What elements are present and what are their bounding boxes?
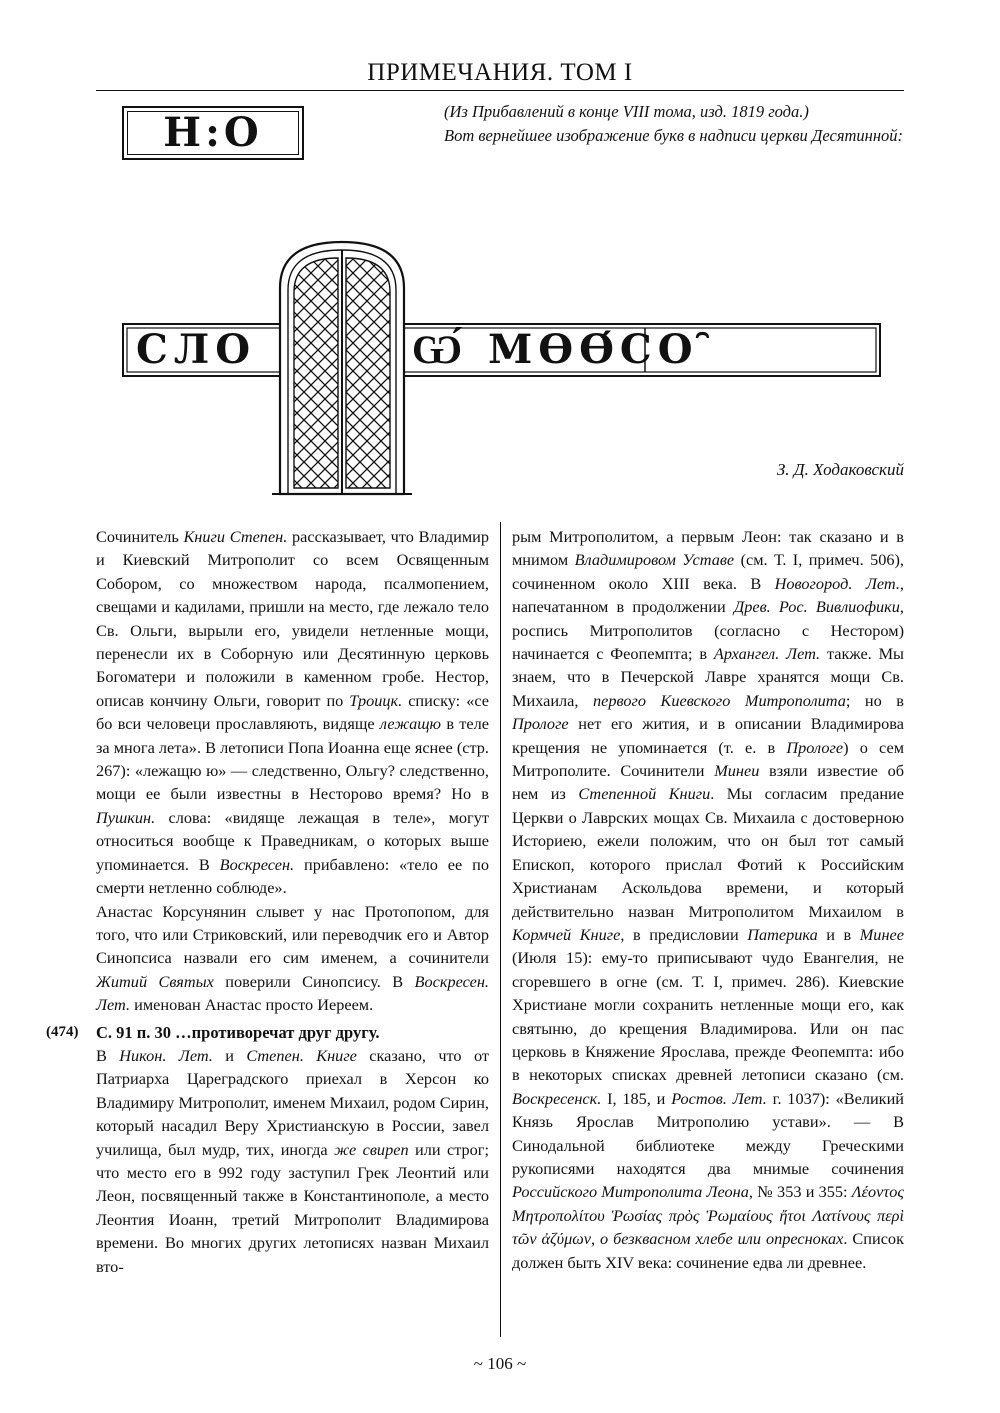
page-number: ~ 106 ~: [473, 1354, 527, 1373]
inscription-right-letters: Ѡ́ МѲѲ́СО ̑: [412, 326, 719, 373]
inscription-glyph-text: Н:О: [127, 111, 299, 155]
left-column: [46, 525, 490, 1278]
page-title: ПРИМЕЧАНИЯ. ТОМ I: [367, 59, 633, 86]
note-heading: [46, 1021, 489, 1044]
paragraph-metropolitans-list: рым Митрополитом, а первым Леон: так сказано и в мнимом Владимировом Уставе (см. Т. I, примеч. 506), сочиненном около XIII века. В Новогород. Лет., напечатанном в продолжении Древ. Рос. Вивлиофики, роспись Митрополитов (согласно с Нестором) начинается с Феопемпта; в Архангел. Лет. также. Мы знаем, что в Печерской Лавре хранятся мощи Св. Михаила, первого Киевского Митрополита; но в Прологе нет его жития, и в описании Владимирова крещения не упоминается (т. е. в Прологе) о сем Митрополите. Сочинители Минеи взяли известие об нем из Степенной Книги. Мы согласим предание Церкви о Лаврских мощах Св. Михаила с достоверною Историею, ежели положим, что он был тот самый Епископ, которого прислал Фотий к Российским Христианам Аскольдова времени, и который действительно назван Митрополитом Михаилом в Кормчей Книге, в предисловии Патерика и в Минее (Июля 15): ему-то приписывают чудо Евангелия, не сгоревшего в огне (см. Т. I, примеч. 286). Киевские Христиане могли сохранить нетленные мощи его, как святыню, до крещения Владимирова. Или он пас церковь в Княжение Ярослава, прежде Феопемпта: ибо в некоторых списках древней летописи сказано (см. Воскресенск. I, 185, и Ростов. Лет. г. 1037): «Великий Князь Ярослав Митрополию устави». — В Синодальной библиотеке между Греческими рукописями находятся два мнимые сочинения Российского Митрополита Леона, № 353 и 355: Λέοντος Μητροπολίτου Ῥωσίας πρὸς Ῥωμαίους ἤτοι Λατίνους περὶ τῶν ἀζύμων, о безквасном хлебе или опресноках. Список должен быть XIV века: сочинение едва ли древнее.: [512, 527, 905, 1272]
attribution: З. Д. Ходаковский: [776, 460, 904, 479]
paragraph-anastas: Анастас Корсунянин слывет у нас Протопопом, для того, что или Стриковский, или переводчик его и Автор Синопсиса назвали его сим именем, а сочинители Житий Святых поверили Синопсису. В Воскресен. Лет. именован Анастас просто Иереем.: [96, 901, 489, 1015]
intro-description: Вот вернейшее изображение букв в надписи церкви Десятинной:: [444, 126, 904, 145]
right-column: [512, 525, 904, 1274]
intro-source-line: (Из Прибавлений в конце VIII тома, изд. 1819 года.): [444, 102, 809, 121]
column-divider: [500, 522, 501, 1337]
inscription-left-letters: СЛО: [136, 326, 257, 373]
paragraph-olga-relics: Сочинитель Книги Степен. рассказывает, что Владимир и Киевский Митрополит со всем Освященным Собором, со множеством народа, псалмопением, свещами и кадилами, пришли на место, где лежало тело Св. Ольги, вырыли его, увидели нетленные мощи, перенесли их в Соборную или Десятинную церковь Богоматери и положили в каменном гробе. Нестор, описав кончину Ольги, говорит по Троицк. списку: «се бо вси человеци прославляють, видяще лежащю в теле за многа лета». В летописи Попа Иоанна еще яснее (стр. 267): «лежащю ю» — следственно, Ольгу? следственно, мощи ее были известны в Несторово время? Но в Пушкин. слова: «видяще лежащая в теле», могут относиться вообще к Праведникам, о которых выше упоминается. В Воскресен. прибавлено: «тело ее по смерти нетленно соблюде».: [96, 527, 489, 898]
note-heading-text: С. 91 п. 30 …противоречат друг другу.: [96, 1022, 380, 1042]
paragraph-metropolitan-mikhail: В Никон. Лет. и Степен. Книге сказано, что от Патриарха Цареградского приехал в Херсон ко Владимиру Митрополит, именем Михаил, родом Сирин, который насадил Веру Христианскую в России, завел училища, был мудр, тих, иногда же свиреп или строг; что место его в 992 году заступил Грек Леонтий или Леон, посвященный также в Константинополе, а место Леонтия Иоанн, третий Митрополит Владимирова времени. Во многих других летописях назван Михаил вто-: [96, 1045, 490, 1276]
note-number: (474): [46, 1023, 79, 1040]
inscription-glyph-box: [122, 106, 304, 160]
header-rule: [96, 90, 904, 91]
intro-text: [444, 100, 904, 148]
